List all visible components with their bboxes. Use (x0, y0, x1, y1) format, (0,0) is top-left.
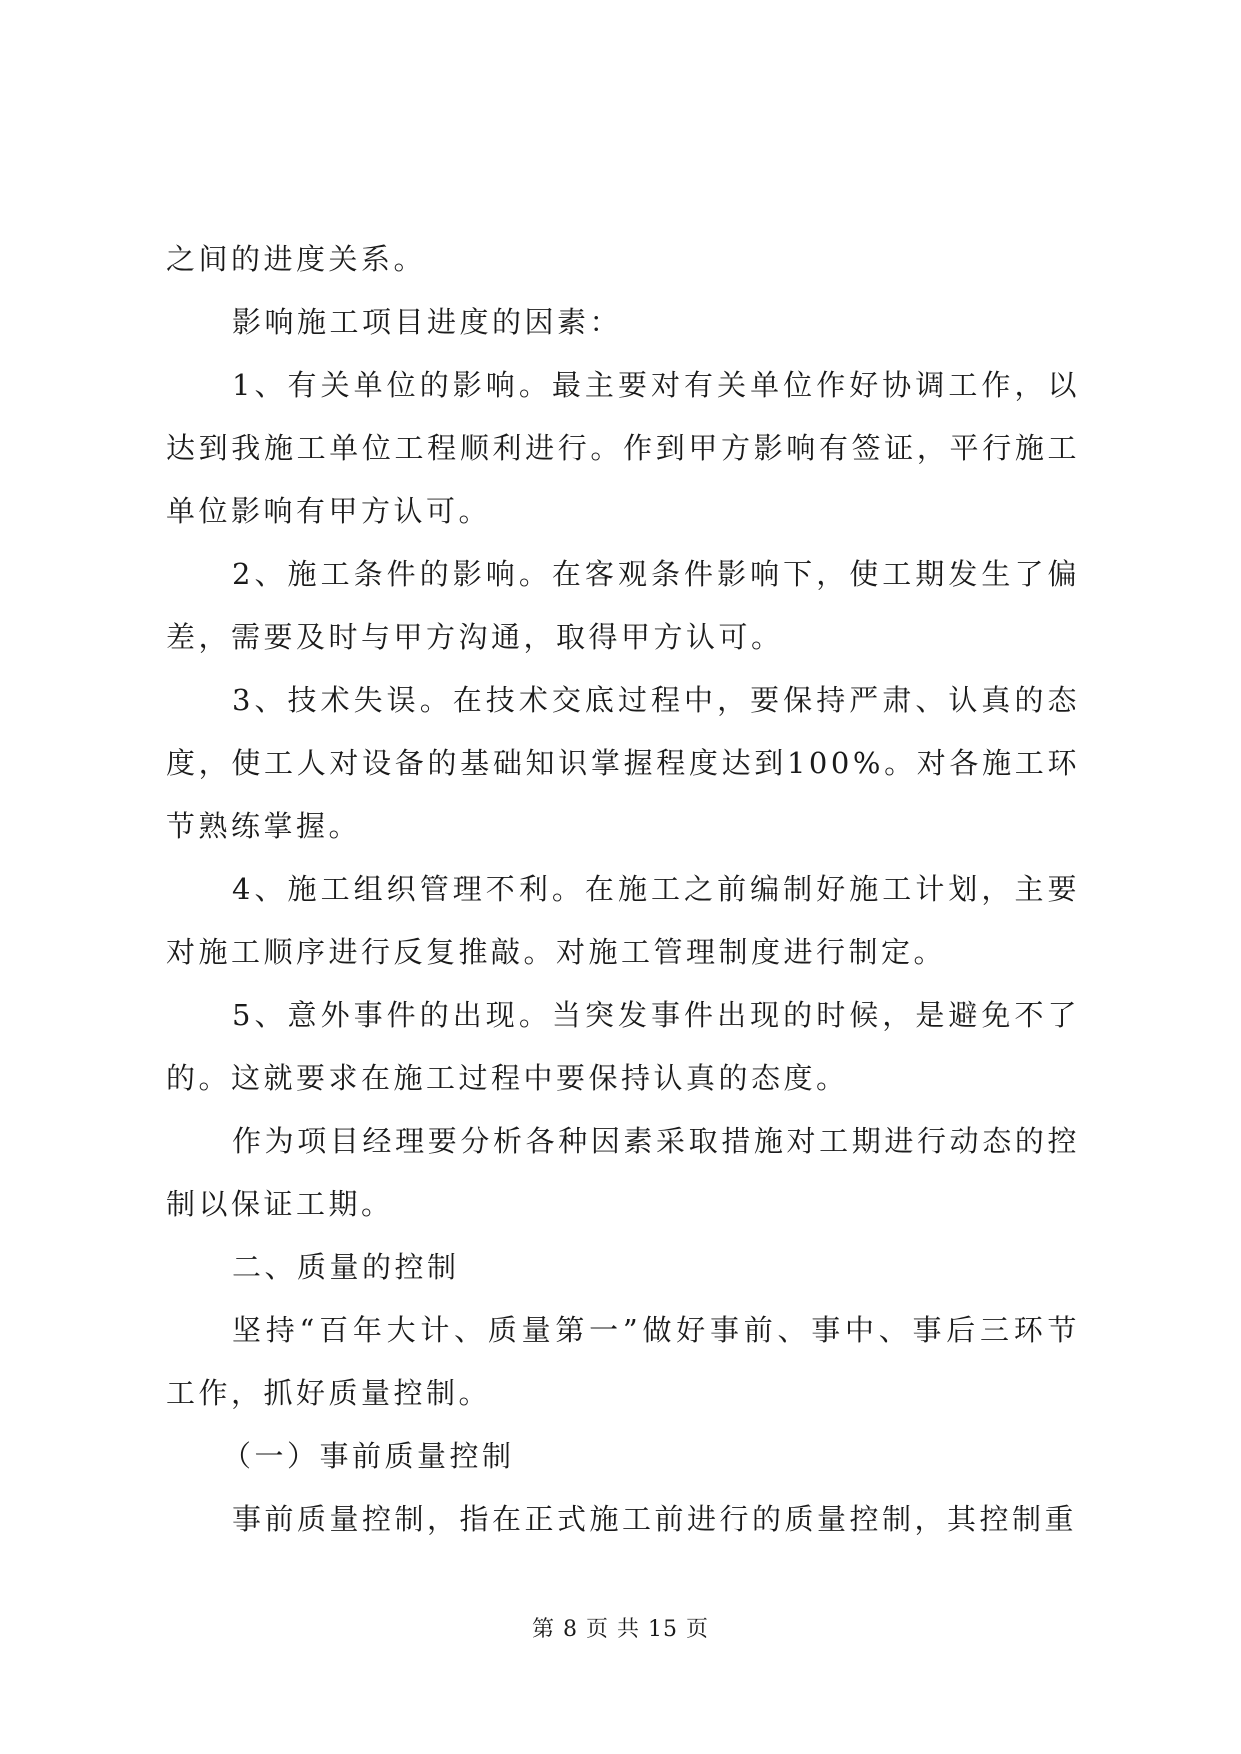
paragraph-factors-intro: 影响施工项目进度的因素： (232, 305, 623, 339)
page-number: 第 8 页 共 15 页 (532, 1617, 709, 1642)
paragraph-quality-intro: 坚持“百年大计、质量第一”做好事前、事中、事后三环节工作，抓好质量控制。 (166, 1313, 1080, 1410)
paragraph-continuation: 之间的进度关系。 (166, 242, 427, 276)
paragraph-item-1: 1、有关单位的影响。最主要对有关单位作好协调工作，以达到我施工单位工程顺利进行。作到甲方影响有签证，平行施工单位影响有甲方认可。 (166, 368, 1080, 528)
paragraph-item-2: 2、施工条件的影响。在客观条件影响下，使工期发生了偏差，需要及时与甲方沟通，取得甲方认可。 (166, 557, 1080, 654)
body-text (166, 228, 1080, 1551)
paragraph-pre-control: 事前质量控制，指在正式施工前进行的质量控制，其控制重 (232, 1502, 1078, 1536)
page-footer (0, 1612, 1241, 1643)
paragraph-item-5: 5、意外事件的出现。当突发事件出现的时候，是避免不了的。这就要求在施工过程中要保持认真的态度。 (166, 998, 1080, 1095)
section-heading-quality: 二、质量的控制 (232, 1250, 460, 1284)
paragraph-item-4: 4、施工组织管理不利。在施工之前编制好施工计划，主要对施工顺序进行反复推敲。对施工管理制度进行制定。 (166, 872, 1080, 969)
subsection-heading-pre-control: （一）事前质量控制 (222, 1439, 515, 1473)
paragraph-summary: 作为项目经理要分析各种因素采取措施对工期进行动态的控制以保证工期。 (166, 1124, 1080, 1221)
paragraph-item-3: 3、技术失误。在技术交底过程中，要保持严肃、认真的态度，使工人对设备的基础知识掌握程度达到100%。对各施工环节熟练掌握。 (166, 683, 1080, 843)
